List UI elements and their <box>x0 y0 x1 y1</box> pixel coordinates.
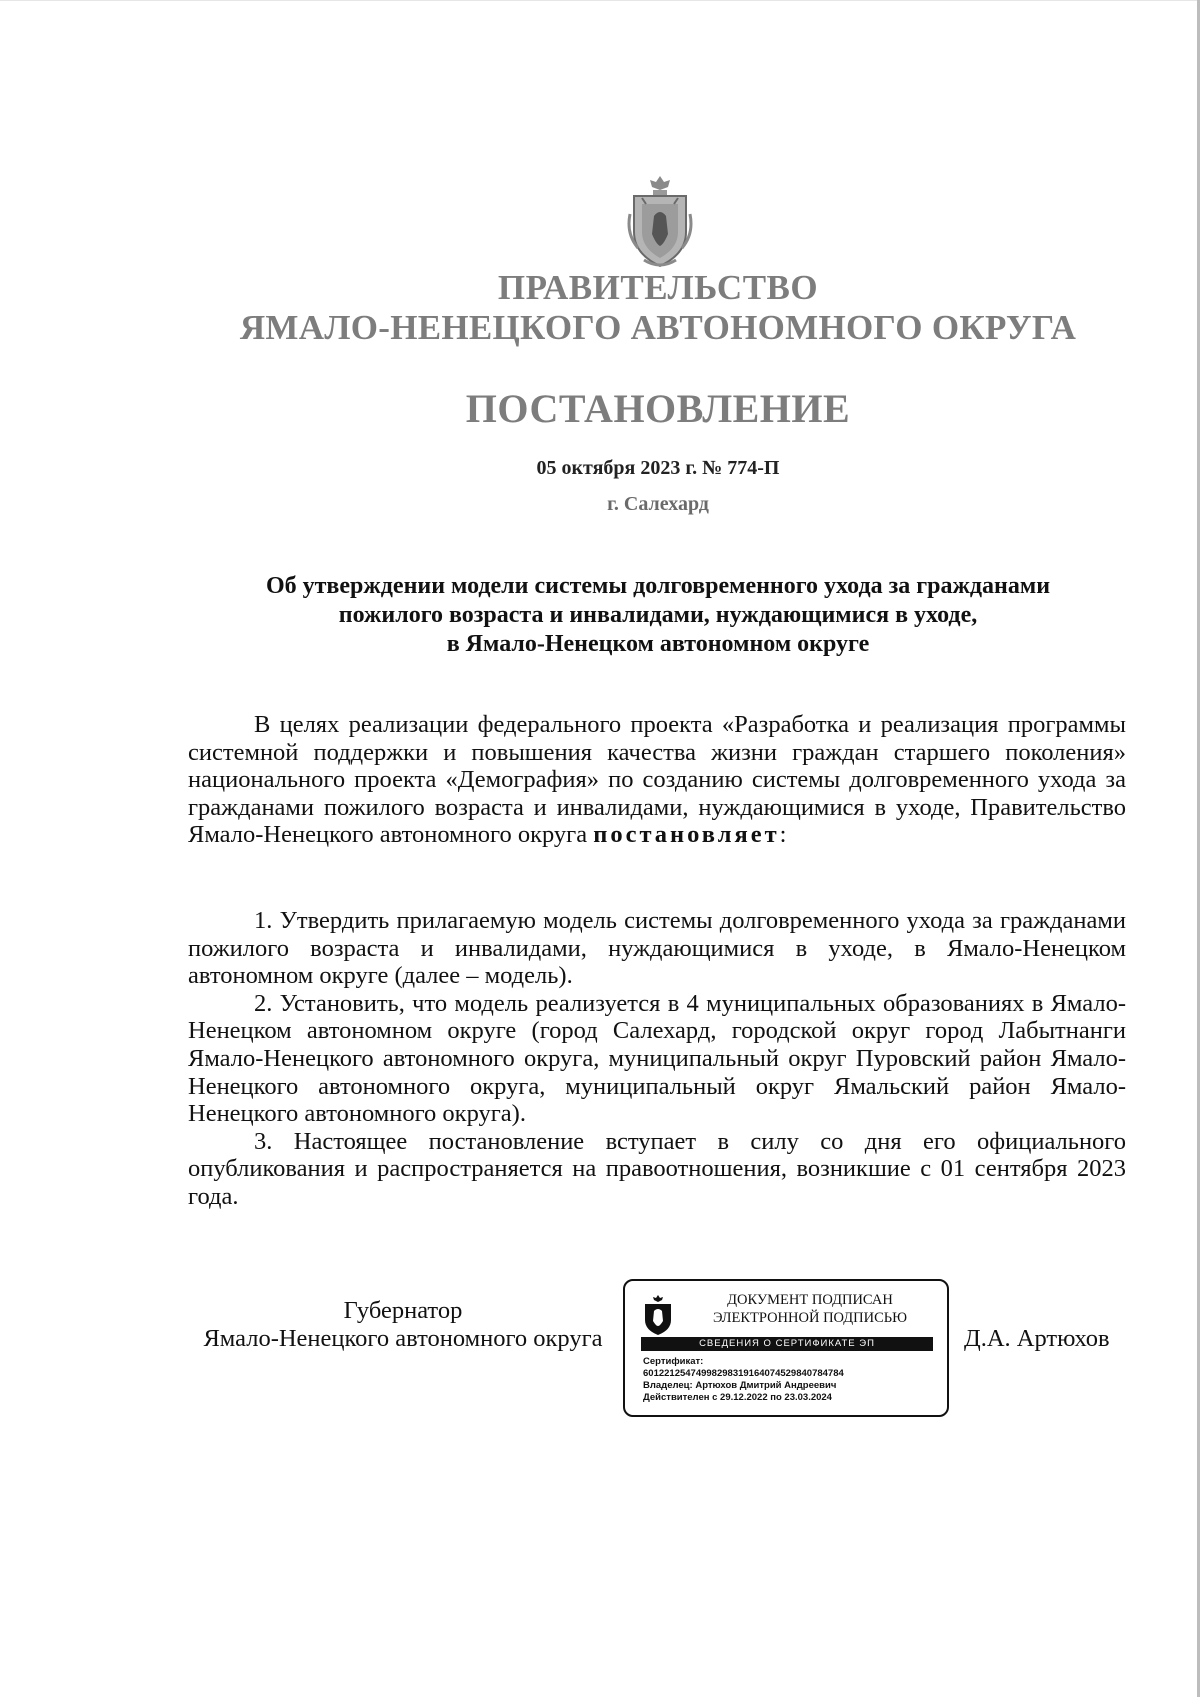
resolution-item: 2. Установить, что модель реализуется в 4 муниципальных образованиях в Ямало-Ненецком автономном округе (город Салехард, городской округ город Лабытнанги Ямало-Ненецкого автономного округа, муниципальный округ Пуровский район Ямало-Ненецкого автономного округа, муниципальный округ Ямальский район Ямало-Ненецкого автономного округа). <box>188 989 1126 1128</box>
stamp-line: ДОКУМЕНТ ПОДПИСАН <box>727 1292 893 1308</box>
stamp-line: ЭЛЕКТРОННОЙ ПОДПИСЬЮ <box>712 1310 908 1326</box>
signatory-name: Д.А. Артюхов <box>964 1325 1110 1352</box>
certificate-owner: Владелец: Артюхов Дмитрий Андреевич <box>643 1380 837 1391</box>
signatory-position: Губернатор <box>343 1297 463 1324</box>
certificate-value: 60122125474998298319164074529840784784 <box>643 1368 844 1379</box>
document-city: г. Салехард <box>607 493 709 515</box>
coat-of-arms-icon <box>624 174 696 270</box>
document-subject <box>188 572 1128 659</box>
preamble <box>188 711 1126 849</box>
electronic-signature-stamp <box>623 1279 949 1417</box>
resolution-items <box>188 907 1126 1211</box>
preamble-suffix: : <box>779 821 787 849</box>
resolution-keyword: постановляет <box>593 821 780 849</box>
certificate-validity: Действителен с 29.12.2022 по 23.03.2024 <box>643 1392 832 1403</box>
page-top-edge <box>0 0 1200 1</box>
certificate-label: Сертификат: <box>643 1356 704 1367</box>
subject-line: пожилого возраста и инвалидами, нуждающимися в уходе, <box>338 602 978 628</box>
resolution-item: 3. Настоящее постановление вступает в силу со дня его официального опубликования и распространяется на правоотношения, возникшие с 01 сентября 2023 года. <box>188 1127 1126 1210</box>
subject-line: в Ямало-Ненецком автономном округе <box>446 631 870 657</box>
subject-line: Об утверждении модели системы долговременного ухода за гражданами <box>265 573 1051 599</box>
stamp-certificate-info <box>643 1356 943 1404</box>
stamp-heading <box>677 1291 943 1327</box>
government-region: ЯМАЛО-НЕНЕЦКОГО АВТОНОМНОГО ОКРУГА <box>239 308 1077 347</box>
signatory-region: Ямало-Ненецкого автономного округа <box>203 1325 603 1352</box>
resolution-item: 1. Утвердить прилагаемую модель системы долговременного ухода за гражданами пожилого возраста и инвалидами, нуждающимися в уходе, в Ямало-Ненецком автономном округе (далее – модель). <box>188 907 1126 990</box>
document-type: ПОСТАНОВЛЕНИЕ <box>465 386 851 431</box>
preamble-paragraph <box>188 711 1126 849</box>
signatory-title <box>188 1297 618 1353</box>
stamp-emblem-icon <box>641 1294 675 1336</box>
stamp-certificate-bar: СВЕДЕНИЯ О СЕРТИФИКАТЕ ЭП <box>641 1337 933 1351</box>
preamble-text: В целях реализации федерального проекта «Разработка и реализация программы системной поддержки и повышения качества жизни граждан старшего поколения» национального проекта «Демография» по созданию системы долговременного ухода за гражданами пожилого возраста и инвалидами, нуждающимися в уходе, Правительство Ямало-Ненецкого автономного округа <box>188 711 1126 849</box>
government-title: ПРАВИТЕЛЬСТВО <box>497 268 819 307</box>
document-date-number: 05 октября 2023 г. № 774-П <box>536 457 780 479</box>
